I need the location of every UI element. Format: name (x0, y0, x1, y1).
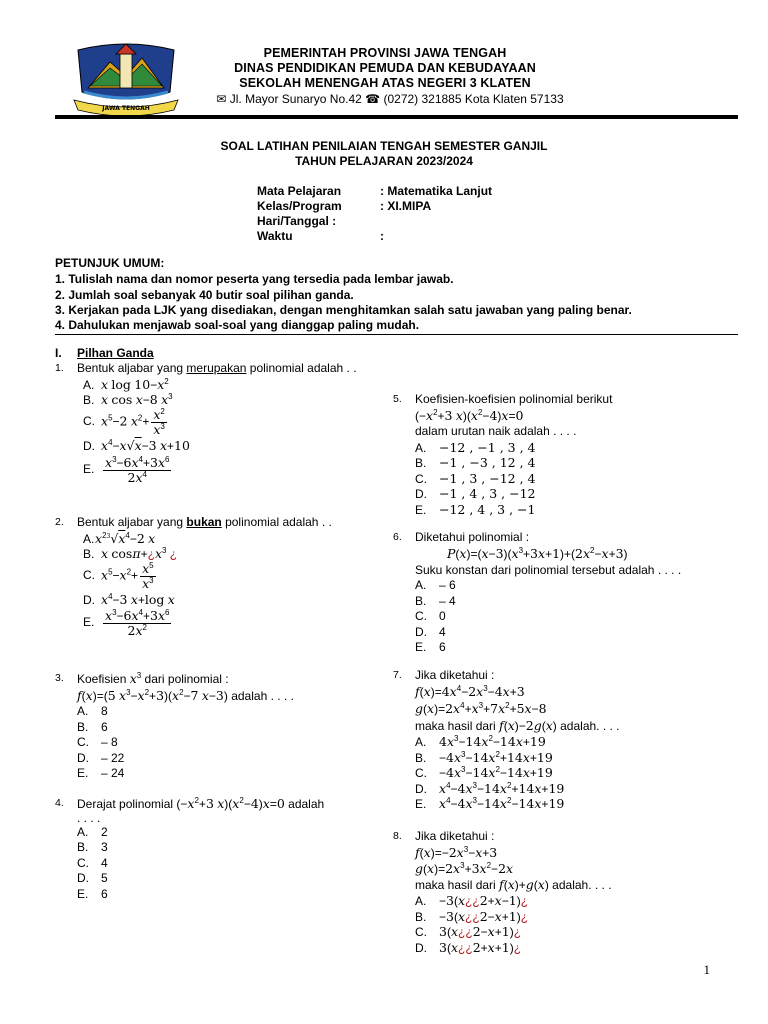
option-d[interactable]: D. $x^4-3$ x+log x (83, 591, 175, 607)
option-letter: E. (415, 640, 427, 654)
option-e[interactable]: E. $\frac{x^3-6x^4+3x^6}{2x^4}$ (83, 454, 170, 485)
question-body (415, 829, 715, 955)
option-letter: D. (415, 940, 427, 955)
page-number: 1 (703, 962, 710, 977)
option-d[interactable] (77, 871, 387, 887)
stem-text: adalah. . . . (548, 877, 612, 892)
option-b[interactable] (77, 840, 387, 856)
option-text: −12 , −1 , 3 , 4 (439, 439, 536, 455)
question-body (77, 361, 377, 486)
option-text: 8 (101, 704, 108, 718)
stem-text: Koefisien (77, 672, 130, 686)
question-stem: Diketahui polinomial : (415, 530, 530, 544)
option-c[interactable]: C. $x^5-x^2+$ $\frac{x^5}{x^3}$ (83, 560, 154, 591)
option-c[interactable] (77, 856, 387, 872)
stem-text: adalah (284, 797, 325, 811)
option-text: 6 (101, 719, 108, 734)
option-letter: E. (415, 502, 427, 517)
stem-text: adalah . . . . (227, 688, 294, 703)
option-d[interactable] (77, 751, 377, 767)
jawa-tengah-emblem (70, 40, 182, 122)
meta-value: : (380, 229, 384, 243)
option-letter: C. (77, 735, 89, 749)
option-letter: D. (77, 750, 89, 765)
option-letter: D. (415, 781, 427, 796)
question-stem: Koefisien-koefisien polinomial berikut (415, 392, 613, 406)
option-letter: E. (77, 766, 89, 780)
option-a[interactable]: A. −3(x¿¿2+x−1)¿ (415, 893, 529, 908)
option-letter: A. (77, 704, 89, 718)
question-formula: f(x)=(5 $x^3-x^2+3)(x^2-7$ x−3) adalah . . . . (77, 687, 294, 703)
option-letter: D. (83, 438, 95, 453)
option-text: −1 , 3 , −12 , 4 (439, 470, 536, 486)
option-text: – 6 (439, 578, 456, 592)
option-letter: D. (415, 487, 427, 501)
question-stem: Jika diketahui : (415, 829, 495, 843)
stem-text: polinomial adalah . . (246, 361, 357, 375)
question-body (415, 392, 715, 517)
question-number: 4. (55, 797, 64, 809)
question-body (77, 515, 377, 639)
question-number: 7. (393, 669, 402, 681)
option-text: 2 (101, 824, 108, 839)
option-letter: B. (415, 750, 427, 765)
stem-underlined: merupakan (186, 361, 247, 375)
option-letter: B. (77, 840, 89, 854)
option-letter: A. (415, 440, 427, 455)
option-c[interactable] (415, 471, 715, 487)
option-c[interactable]: C. $x^5-2$ $x^2+$ $\frac{x^2}{x^3}$ (83, 406, 165, 437)
option-c[interactable] (415, 609, 735, 625)
option-e[interactable] (77, 766, 377, 782)
header-address (190, 92, 590, 106)
option-e[interactable] (415, 640, 735, 656)
option-letter: D. (415, 624, 427, 639)
option-d[interactable] (415, 486, 715, 502)
option-letter: B. (77, 719, 89, 734)
option-a[interactable] (77, 825, 387, 841)
option-a[interactable] (415, 440, 715, 456)
question-stem: Koefisien $x^3$ dari polinomial : (77, 671, 229, 686)
stem-text: maka hasil dari (415, 718, 500, 733)
phone-text: (0272) 321885 Kota Klaten 57133 (383, 92, 564, 106)
option-c[interactable]: C. $-4x^3-14x^2-14x+19$ (415, 765, 553, 780)
question-stem: Derajat polinomial ($-x^2+3$ $x)(x^2-4)x=0$ adalah (77, 796, 325, 811)
header-line-1: PEMERINTAH PROVINSI JAWA TENGAH (263, 46, 507, 60)
option-letter: C. (415, 609, 427, 623)
meta-label: Waktu (257, 229, 293, 243)
question-ask: Suku konstan dari polinomial tersebut adalah . . . . (415, 562, 682, 577)
question-ask: maka hasil dari f(x)+g(x) adalah. . . . (415, 876, 612, 892)
stem-text: adalah. . . . (556, 718, 620, 733)
option-d[interactable]: D. $x^4-4x^3-14x^2+14x+19$ (415, 780, 565, 796)
option-e[interactable]: E. $x^4-4x^3-14x^2-14x+19$ (415, 796, 565, 811)
question-formula: $P(x)=(x-3)(x^3+3x+1)+(2x^2-x+3)$ (447, 545, 628, 561)
option-letter: A. (83, 531, 95, 546)
question-number: 5. (393, 393, 402, 405)
option-text: 0 (439, 609, 446, 623)
question-formula: ($-x^2+3$ $x)(x^2-4)x=0$ (415, 407, 524, 423)
option-letter: C. (77, 855, 89, 870)
stem-text: Bentuk aljabar yang (77, 361, 187, 375)
question-formula-f: $f(x)=4x^4-2x^3-4x+3$ (415, 683, 525, 699)
instruction-item: 4. Dahulukan menjawab soal-soal yang dianggap paling mudah. (55, 318, 420, 332)
option-text: 4 (101, 855, 108, 870)
option-e[interactable] (415, 502, 715, 518)
option-letter: C. (415, 925, 427, 939)
option-text: 5 (101, 871, 108, 885)
option-d[interactable] (415, 625, 735, 641)
option-letter: A. (415, 735, 427, 749)
stem-text: maka hasil dari (415, 877, 500, 892)
meta-label: Mata Pelajaran (257, 184, 342, 198)
envelope-icon: ✉ (216, 92, 227, 106)
option-text: 6 (101, 886, 108, 901)
meta-label: Kelas/Program (257, 199, 342, 213)
option-d[interactable]: D. $x^4-x√x-3$ x+10 (83, 437, 190, 453)
option-a[interactable] (77, 704, 377, 720)
exam-year: TAHUN PELAJARAN 2023/2024 (295, 154, 473, 168)
option-letter: E. (83, 615, 95, 630)
question-stem: Jika diketahui : (415, 668, 495, 682)
option-letter: B. (415, 593, 427, 608)
option-letter: B. (415, 909, 427, 924)
address-text: Jl. Mayor Sunaryo No.42 (229, 92, 362, 106)
option-letter: A. (415, 578, 427, 592)
question-formula-g: $g(x)=2x^3+3x^2-2x$ (415, 860, 514, 876)
option-letter: A. (77, 824, 89, 839)
option-letter: B. (83, 393, 95, 407)
logo-motto: JAWA TENGAH (102, 105, 150, 112)
question-body (77, 796, 387, 902)
option-letter: E. (77, 886, 89, 901)
question-stem (77, 515, 377, 531)
option-b[interactable] (415, 594, 735, 610)
question-number: 2. (55, 516, 64, 528)
instructions-rule (55, 334, 738, 335)
option-text: 3 (101, 840, 108, 854)
question-dots: . . . . (77, 810, 101, 825)
option-letter: C. (415, 766, 427, 780)
option-letter: A. (83, 377, 95, 392)
option-text: – 4 (439, 593, 456, 608)
option-letter: D. (77, 871, 89, 885)
section-title: Pilhan Ganda (77, 346, 154, 360)
question-number: 3. (55, 672, 64, 684)
section-number: I. (55, 346, 62, 360)
option-e[interactable] (77, 887, 387, 903)
option-text: −1 , −3 , 12 , 4 (439, 455, 536, 470)
option-b[interactable] (77, 720, 377, 736)
option-letter: A. (415, 894, 427, 908)
option-a[interactable]: $A.x^{23}√x^4-2$ x (83, 530, 156, 546)
option-a[interactable]: A. x $\log 10-x^2$ (83, 376, 169, 392)
option-b[interactable]: B. x $\cos\pi+¿x^3$ ¿ (83, 546, 178, 561)
option-b[interactable]: B. $-4x^3-14x^2+14x+19$ (415, 749, 553, 765)
exam-title: SOAL LATIHAN PENILAIAN TENGAH SEMESTER GANJIL (220, 139, 548, 153)
option-text: −12 , 4 , 3 , −1 (439, 501, 536, 517)
stem-text: dari polinomial : (141, 672, 229, 686)
question-formula-g: $g(x)=2x^4+x^3+7x^2+5x-8$ (415, 700, 547, 716)
question-stem (77, 361, 377, 377)
stem-underlined: bukan (186, 515, 222, 529)
question-number: 1. (55, 362, 64, 374)
question-formula-f: $f(x)=-2x^3-x+3$ (415, 844, 498, 860)
option-a[interactable]: A. $4x^3-14x^2-14x+19$ (415, 734, 546, 749)
option-c[interactable] (77, 735, 377, 751)
instructions-heading: PETUNJUK UMUM: (55, 256, 165, 270)
option-letter: C. (83, 414, 95, 429)
instruction-item: 2. Jumlah soal sebanyak 40 butir soal pilihan ganda. (55, 288, 354, 302)
question-body (415, 668, 715, 812)
option-text: – 22 (101, 750, 125, 765)
option-letter: D. (83, 592, 95, 607)
instruction-item: 1. Tulislah nama dan nomor peserta yang tersedia pada lembar jawab. (55, 272, 454, 286)
question-body (77, 671, 377, 782)
option-letter: C. (83, 568, 95, 583)
option-text: 6 (439, 640, 446, 654)
meta-label: Hari/Tanggal : (257, 214, 337, 228)
option-b[interactable] (415, 455, 715, 471)
option-c[interactable]: C. 3(x¿¿2−x+1)¿ (415, 924, 522, 939)
option-letter: C. (415, 471, 427, 486)
header-line-3: SEKOLAH MENENGAH ATAS NEGERI 3 KLATEN (239, 76, 531, 90)
header-rule (55, 115, 738, 119)
question-ask: maka hasil dari f(x)−2g(x) adalah. . . . (415, 717, 620, 733)
header-line-2: DINAS PENDIDIKAN PEMUDA DAN KEBUDAYAAN (234, 61, 536, 75)
stem-text: Derajat polinomial (77, 797, 177, 811)
stem-text: Bentuk aljabar yang (77, 515, 187, 529)
phone-icon: ☎ (365, 92, 381, 106)
stem-text: polinomial adalah . . (221, 515, 332, 529)
option-letter: E. (83, 462, 95, 477)
question-number: 8. (393, 830, 402, 842)
question-ask: dalam urutan naik adalah . . . . (415, 424, 577, 438)
option-b[interactable]: B. x cos x−8 $x^3$ (83, 392, 173, 407)
option-b[interactable]: B. −3(x¿¿2−x+1)¿ (415, 908, 529, 924)
question-number: 6. (393, 531, 402, 543)
instruction-item: 3. Kerjakan pada LJK yang disediakan, dengan menghitamkan salah satu jawaban yang paling benar. (55, 303, 632, 317)
option-d[interactable]: D. 3(x¿¿2+x+1)¿ (415, 939, 522, 955)
option-text: −1 , 4 , 3 , −12 (439, 486, 536, 501)
meta-value: : Matematika Lanjut (380, 184, 493, 198)
option-letter: E. (415, 797, 427, 811)
question-body (415, 530, 735, 656)
option-letter: B. (415, 456, 427, 470)
option-text: 4 (439, 624, 446, 639)
option-text: – 24 (101, 766, 125, 780)
meta-value: : XI.MIPA (380, 199, 432, 213)
option-letter: B. (83, 547, 95, 561)
option-text: – 8 (101, 735, 118, 749)
option-e[interactable]: E. $\frac{x^3-6x^4+3x^6}{2x^2}$ (83, 607, 170, 638)
option-a[interactable] (415, 578, 735, 594)
